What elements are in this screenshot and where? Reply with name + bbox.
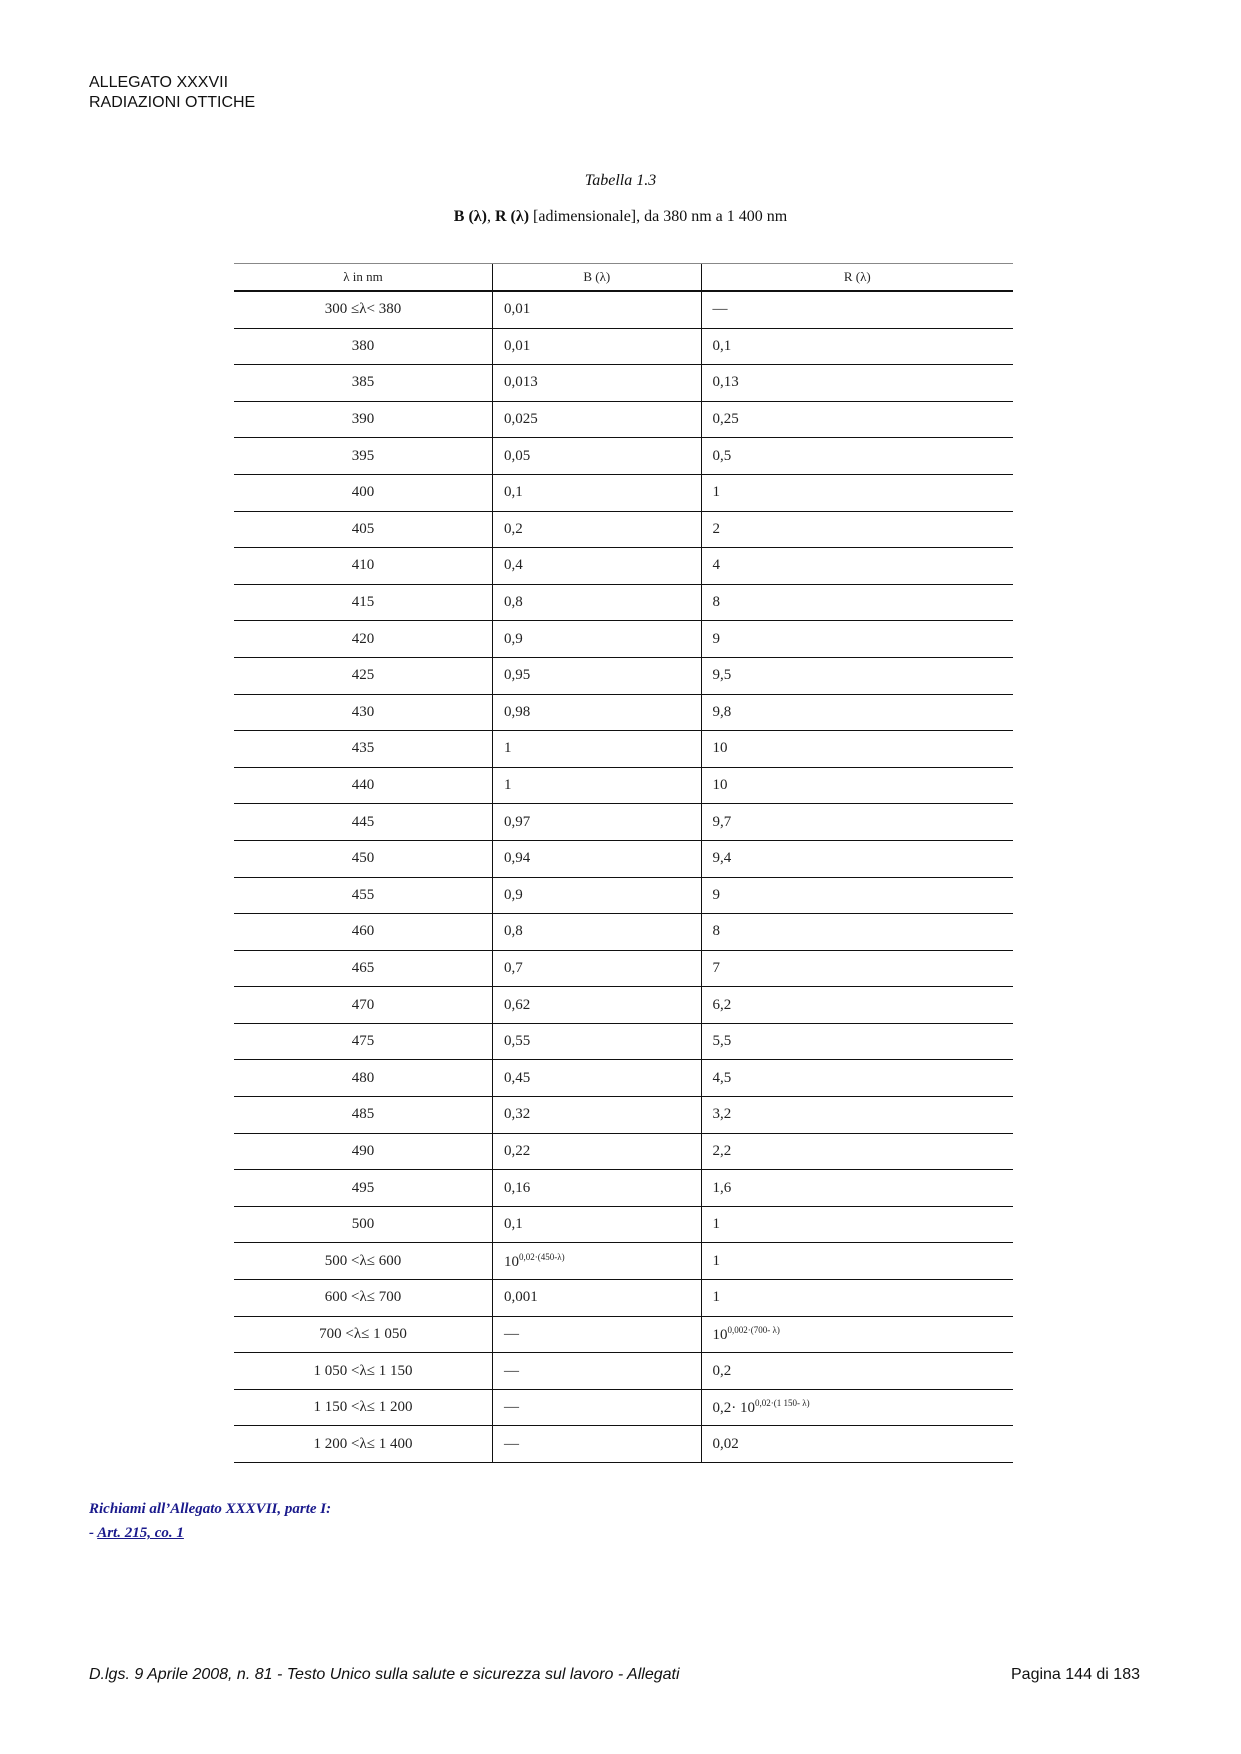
r-value: — [712,301,728,318]
b-value-cell [493,1243,702,1280]
r-value: 9,4 [712,850,732,867]
r-value: 5,5 [712,1033,732,1050]
table-row [234,1426,1013,1463]
r-value-cell [701,1353,1013,1390]
table-row [234,474,1013,511]
column-header-b: B (λ) [493,264,702,292]
references-item [89,1521,331,1545]
table-row [234,584,1013,621]
r-value-cell [701,804,1013,841]
r-value-cell [701,474,1013,511]
r-value-cell [701,987,1013,1024]
b-value: 0,22 [504,1142,531,1159]
lambda-cell: 465 [234,950,493,987]
lambda-cell: 500 [234,1206,493,1243]
table-row [234,1097,1013,1134]
r-value-cell [701,840,1013,877]
r-value: 0,02 [712,1435,739,1452]
b-value-cell [493,987,702,1024]
b-value-cell [493,621,702,658]
lambda-cell: 500 <λ≤ 600 [234,1243,493,1280]
b-value: 0,01 [504,301,531,318]
table-row [234,438,1013,475]
b-value: — [504,1325,519,1342]
r-value: 10 [712,1326,728,1343]
lambda-cell: 470 [234,987,493,1024]
table-row [234,840,1013,877]
r-value-cell [701,621,1013,658]
b-value-cell [493,328,702,365]
table-row [234,987,1013,1024]
references-heading: Richiami all’Allegato XXXVII, parte I: [89,1501,332,1517]
lambda-cell: 300 ≤λ< 380 [234,291,493,328]
lambda-cell: 415 [234,584,493,621]
b-value: 0,98 [504,703,531,720]
r-value-cell [701,657,1013,694]
table-body [234,291,1013,1463]
r-value-cell [701,1426,1013,1463]
lambda-cell: 420 [234,621,493,658]
r-value-cell [701,1389,1013,1426]
table-row [234,1206,1013,1243]
table-title-b: B (λ) [453,208,487,225]
r-value-cell [701,548,1013,585]
lambda-cell: 455 [234,877,493,914]
table-row [234,877,1013,914]
r-value-cell [701,438,1013,475]
b-value-cell [493,1280,702,1317]
table-row [234,694,1013,731]
r-value-cell [701,767,1013,804]
lambda-cell: 400 [234,474,493,511]
b-value-cell [493,1206,702,1243]
b-value: 0,05 [504,447,531,464]
b-value-cell [493,1133,702,1170]
b-value: 0,32 [504,1106,531,1123]
b-value: 0,7 [504,959,523,976]
table-row [234,804,1013,841]
lambda-cell: 385 [234,365,493,402]
lambda-cell: 1 150 <λ≤ 1 200 [234,1389,493,1426]
r-value-cell [701,291,1013,328]
lambda-cell: 390 [234,401,493,438]
table-row [234,1133,1013,1170]
table-row [234,1316,1013,1353]
r-value: 6,2 [712,996,732,1013]
b-value-cell [493,438,702,475]
footer-document-title: D.lgs. 9 Aprile 2008, n. 81 - Testo Unico sulla salute e sicurezza sul lavoro - Allegati [89,1666,680,1683]
b-value-cell [493,1097,702,1134]
table-row [234,1353,1013,1390]
b-value-cell [493,1023,702,1060]
r-value: 1 [712,1289,721,1306]
r-value-cell [701,401,1013,438]
b-value-cell [493,657,702,694]
r-value: 9 [712,886,721,903]
column-header-r: R (λ) [701,264,1013,292]
lambda-cell: 425 [234,657,493,694]
b-value: 0,45 [504,1069,531,1086]
table-title: B (λ), R (λ) [adimensionale], da 380 nm a 1 400 nm [453,208,788,225]
table-row [234,731,1013,768]
table-row [234,1170,1013,1207]
b-value: 0,55 [504,1033,531,1050]
b-value-cell [493,291,702,328]
b-value: — [504,1399,519,1416]
r-value: 0,25 [712,411,739,428]
table-number: Tabella 1.3 [584,172,657,189]
table-row [234,914,1013,951]
table-row [234,1060,1013,1097]
r-value: 8 [712,594,721,611]
lambda-cell: 700 <λ≤ 1 050 [234,1316,493,1353]
lambda-cell: 435 [234,731,493,768]
r-value-cell [701,1280,1013,1317]
lambda-cell: 395 [234,438,493,475]
lambda-cell: 450 [234,840,493,877]
r-value: 1 [712,484,721,501]
lambda-cell: 440 [234,767,493,804]
table-row [234,621,1013,658]
b-value: 0,1 [504,484,523,501]
b-exponent: 0,02·(450-λ) [519,1251,565,1262]
r-value-cell [701,1316,1013,1353]
b-value: 0,025 [504,411,538,428]
r-value: 2 [712,520,721,537]
b-value-cell [493,731,702,768]
r-value-cell [701,731,1013,768]
b-value: 0,8 [504,923,523,940]
table-row [234,1280,1013,1317]
r-value-cell [701,1097,1013,1134]
r-exponent: 0,002·(700- λ) [727,1324,780,1335]
r-value: 7 [712,959,721,976]
lambda-cell: 1 200 <λ≤ 1 400 [234,1426,493,1463]
r-value: 10 [712,777,728,794]
r-value-cell [701,1206,1013,1243]
b-value: 0,4 [504,557,523,574]
b-value: 0,2 [504,520,523,537]
lambda-cell: 495 [234,1170,493,1207]
r-value-cell [701,1133,1013,1170]
b-value-cell [493,548,702,585]
column-header-lambda: λ in nm [234,264,493,292]
b-value: 0,95 [504,667,531,684]
b-value: 0,013 [504,374,538,391]
r-value-cell [701,1023,1013,1060]
table-row [234,1389,1013,1426]
r-value: 9,8 [712,703,732,720]
r-value: 0,5 [712,447,732,464]
lambda-cell: 430 [234,694,493,731]
page-header [89,73,255,113]
r-value-cell [701,511,1013,548]
r-value: 9,5 [712,667,732,684]
table-row [234,291,1013,328]
table-row [234,657,1013,694]
lambda-cell: 380 [234,328,493,365]
r-value: 0,13 [712,374,739,391]
r-value: 9,7 [712,813,732,830]
b-value-cell [493,401,702,438]
r-value: 4 [712,557,721,574]
r-value: 2,2 [712,1142,732,1159]
b-value: 0,01 [504,337,531,354]
r-value-cell [701,584,1013,621]
b-value-cell [493,840,702,877]
art-215-link[interactable]: Art. 215, co. 1 [97,1525,184,1541]
b-value-cell [493,804,702,841]
b-value: — [504,1362,519,1379]
footer-page-number: Pagina 144 di 183 [1011,1666,1140,1683]
references-item-prefix: - [89,1525,98,1541]
b-value: — [504,1435,519,1452]
r-value-cell [701,877,1013,914]
r-value-cell [701,694,1013,731]
table-row [234,1243,1013,1280]
annex-subtitle: RADIAZIONI OTTICHE [89,94,256,111]
table-title-r: R (λ) [494,208,530,225]
b-value: 10 [504,1253,519,1270]
table-row [234,401,1013,438]
table-row [234,365,1013,402]
b-value: 0,8 [504,594,523,611]
b-value: 0,1 [504,1216,523,1233]
r-value: 0,2 [712,1362,732,1379]
b-value-cell [493,474,702,511]
lambda-cell: 600 <λ≤ 700 [234,1280,493,1317]
lambda-cell: 1 050 <λ≤ 1 150 [234,1353,493,1390]
b-value-cell [493,365,702,402]
table-row [234,548,1013,585]
table-row [234,511,1013,548]
r-value: 1 [712,1216,721,1233]
r-value-cell [701,1243,1013,1280]
lambda-cell: 410 [234,548,493,585]
table-row [234,950,1013,987]
lambda-cell: 460 [234,914,493,951]
b-value-cell [493,877,702,914]
r-value-cell [701,328,1013,365]
r-value-cell [701,950,1013,987]
lambda-cell: 485 [234,1097,493,1134]
r-value: 8 [712,923,721,940]
weighting-table [234,263,1013,1463]
lambda-cell: 475 [234,1023,493,1060]
r-value-cell [701,1060,1013,1097]
b-value-cell [493,1170,702,1207]
r-value: 0,2· 10 [712,1400,756,1417]
b-value-cell [493,914,702,951]
b-value-cell [493,1060,702,1097]
b-value-cell [493,584,702,621]
b-value-cell [493,1389,702,1426]
b-value: 0,97 [504,813,531,830]
table-row [234,767,1013,804]
b-value: 0,62 [504,996,531,1013]
r-value-cell [701,365,1013,402]
b-value: 1 [504,740,512,757]
b-value-cell [493,694,702,731]
b-value: 0,16 [504,1179,531,1196]
b-value-cell [493,1316,702,1353]
b-value: 0,9 [504,886,523,903]
b-value: 0,9 [504,630,523,647]
r-value: 4,5 [712,1069,732,1086]
b-value-cell [493,1426,702,1463]
lambda-cell: 480 [234,1060,493,1097]
annex-title: ALLEGATO XXXVII [89,74,229,91]
b-value: 0,001 [504,1289,538,1306]
lambda-cell: 490 [234,1133,493,1170]
r-value: 1,6 [712,1179,732,1196]
b-value-cell [493,950,702,987]
table-header-row [234,264,1013,292]
references-block [89,1497,331,1545]
b-value-cell [493,767,702,804]
r-exponent: 0,02·(1 150- λ) [755,1398,810,1409]
b-value-cell [493,511,702,548]
r-value: 3,2 [712,1106,732,1123]
r-value: 0,1 [712,337,732,354]
r-value: 1 [712,1252,721,1269]
lambda-cell: 405 [234,511,493,548]
b-value: 1 [504,777,512,794]
table-row [234,328,1013,365]
b-value-cell [493,1353,702,1390]
r-value: 10 [712,740,728,757]
r-value-cell [701,914,1013,951]
table-row [234,1023,1013,1060]
b-value: 0,94 [504,850,531,867]
r-value-cell [701,1170,1013,1207]
lambda-cell: 445 [234,804,493,841]
table-title-rest: [adimensionale], da 380 nm a 1 400 nm [533,208,788,225]
r-value: 9 [712,630,721,647]
